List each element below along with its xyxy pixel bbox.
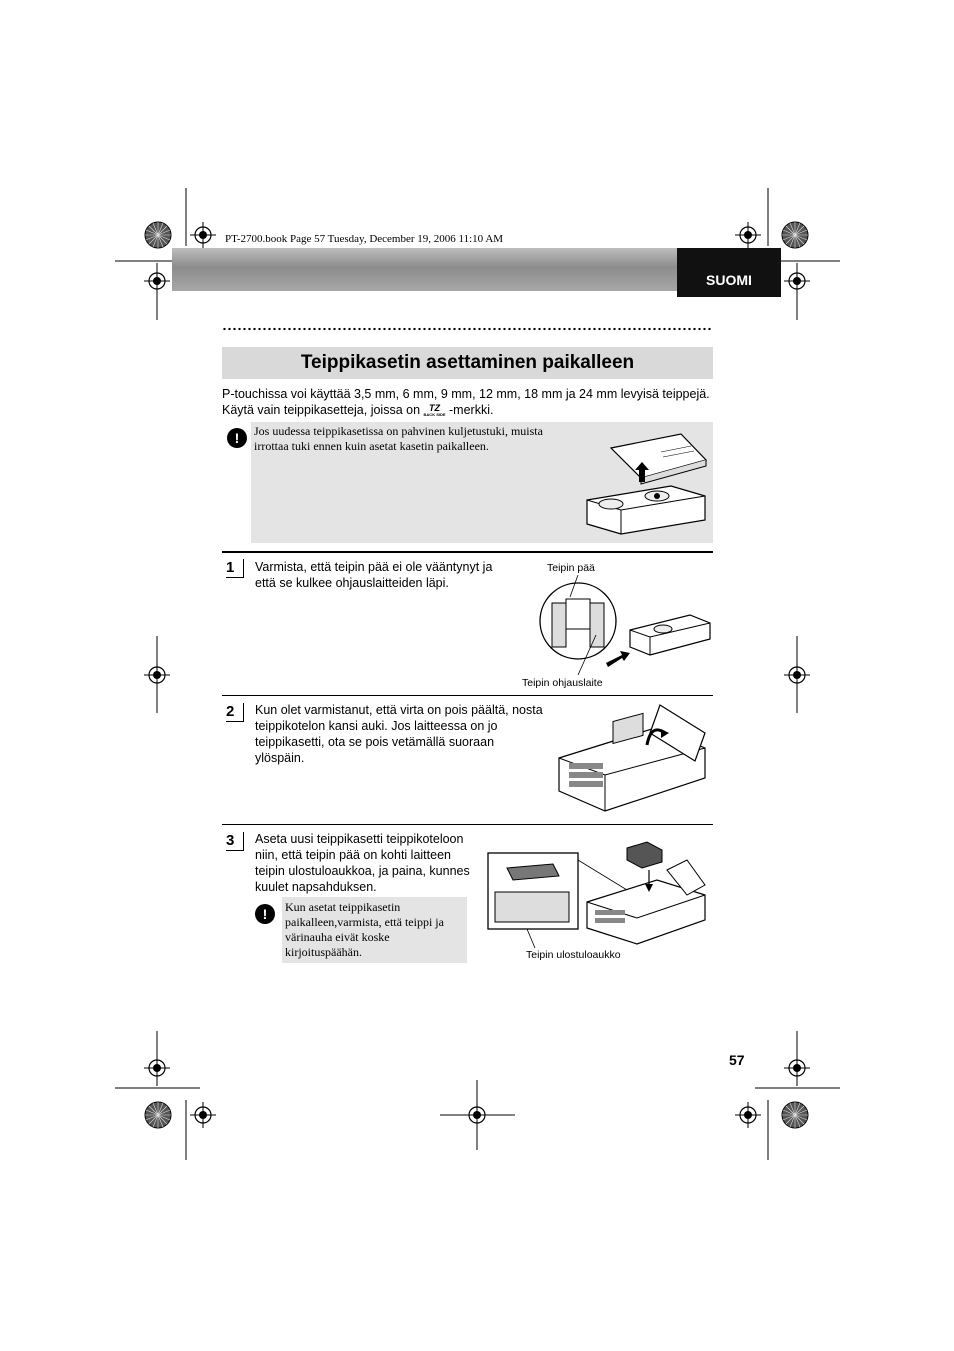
step-2-number: 2 [226,703,244,722]
note-text: Jos uudessa teippikasetissa on pahvinen kuljetustuki, muista irrottaa tuki ennen kuin asetat kasetin paikalleen. [254,424,543,453]
warning-icon: ! [227,428,247,448]
tz-logo-subtext: BACK SIDE [423,412,446,417]
step-3-rule [222,824,713,825]
cassette-with-cardboard-illustration [581,430,713,540]
intro-line-2 [222,402,722,418]
intro-line-1: P-touchissa voi käyttää 3,5 mm, 6 mm, 9 mm, 12 mm, 18 mm ja 24 mm levyisä teippejä. [222,387,710,401]
language-tab: SUOMI [677,248,781,297]
step-1-rule [222,551,713,553]
step-2-text: Kun olet varmistanut, että virta on pois päältä, nosta teippikotelon kansi auki. Jos laitteessa on jo teippikasetti, ota se pois vetämällä suoraan ylöspäin. [255,703,543,765]
intro-line-2-start: Käytä vain teippikasetteja, joissa on [222,403,421,417]
step-3-text: Aseta uusi teippikasetti teippikoteloon niin, että teipin pää on kohti laitteen teipin ulostuloaukkoa, ja paina, kunnes kuulet napsahduksen. [255,832,470,894]
step-1-text: Varmista, että teipin pää ei ole vääntynyt ja että se kulkee ohjauslaitteiden läpi. [255,560,493,590]
step-3-note-box [262,897,467,963]
label-tape-end: Teipin pää [547,562,595,574]
intro-text [222,386,722,418]
intro-line-2-end: -merkki. [449,403,494,417]
section-title: Teippikasetin asettaminen paikalleen [222,347,713,379]
step-2-rule [222,695,713,696]
step-3-number: 3 [226,832,244,851]
tape-guide-illustration [530,575,715,680]
step-1-number: 1 [226,559,244,578]
open-cover-illustration [555,703,715,813]
page-number: 57 [729,1052,745,1068]
book-file-info: PT-2700.book Page 57 Tuesday, December 19, 2006 11:10 AM [225,233,504,245]
dotted-divider [222,327,713,331]
note-box [234,422,713,543]
tz-logo-icon [424,404,446,417]
tz-logo-text: TZ [429,403,441,413]
label-tape-guide: Teipin ohjauslaite [522,677,603,689]
header-band [172,248,677,291]
insert-cassette-illustration [487,840,713,948]
warning-icon: ! [255,904,275,924]
step-3-note-text: Kun asetat teippikasetin paikalleen,varmista, että teippi ja värinauha eivät koske kirjoituspäähän. [285,900,444,959]
label-tape-exit-slot: Teipin ulostuloaukko [526,949,621,961]
